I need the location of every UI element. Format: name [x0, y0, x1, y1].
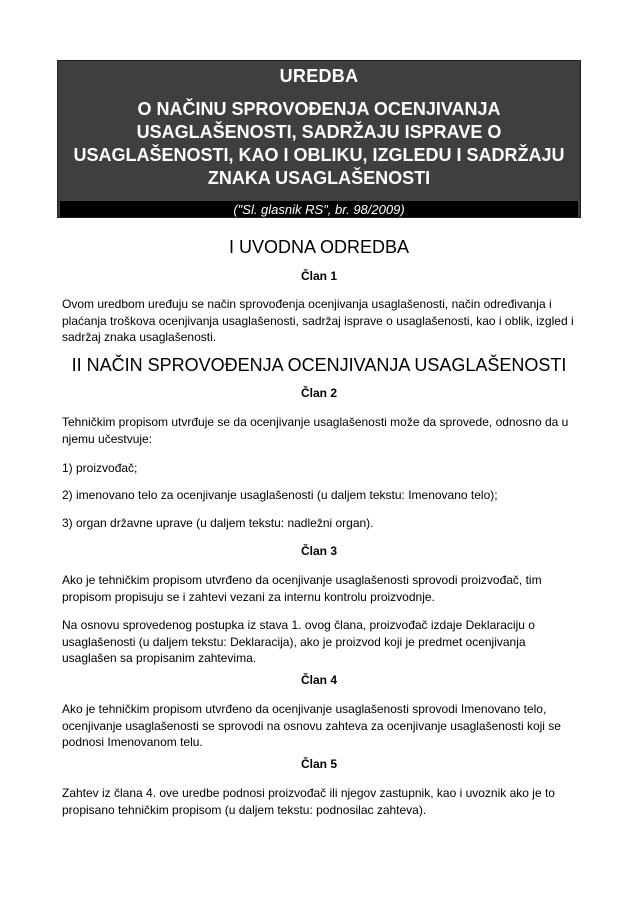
article-paragraph: Ovom uredbom uređuju se način sprovođenja ocenjivanja usaglašenosti, način određivanja i plaćanja troškova ocenjivanja usaglašenosti, sadržaj isprave o usaglašenosti, kao i oblik, izgled i sadržaj znaka usaglašenosti.: [62, 297, 574, 344]
article-paragraph: Zahtev iz člana 4. ove uredbe podnosi proizvođač ili njegov zastupnik, kao i uvoznik ako je to propisano tehničkim propisom (u daljem tekstu: podnosilac zahteva).: [62, 786, 555, 817]
article-title: Član 3: [300, 544, 337, 558]
article-paragraph: Tehničkim propisom utvrđuje se da ocenjivanje usaglašenosti može da sprovede, odnosno da u njemu učestvuje:: [62, 415, 569, 446]
article-paragraph: Ako je tehničkim propisom utvrđeno da ocenjivanje usaglašenosti sprovodi proizvođač, tim propisom propisuju se i zahtevi vezani za internu kontrolu proizvodnje.: [62, 573, 542, 604]
article-title: Član 4: [300, 673, 337, 687]
section-title: II NAČIN SPROVOĐENJA OCENJIVANJA USAGLAŠENOSTI: [71, 355, 567, 375]
article-paragraph: 3) organ državne uprave (u daljem tekstu: nadležni organ).: [62, 516, 374, 530]
section-title: I UVODNA ODREDBA: [228, 237, 410, 257]
article-paragraph: Ako je tehničkim propisom utvrđeno da ocenjivanje usaglašenosti sprovodi Imenovano telo, ocenjivanje usaglašenosti se sprovodi na osnovu zahteva za ocenjivanje usaglašenosti koji se podnosi Imenovanom telu.: [62, 702, 561, 749]
document-subtitle: O NAČINU SPROVOĐENJA OCENJIVANJA USAGLAŠENOSTI, SADRŽAJU ISPRAVE O USAGLAŠENOSTI, KAO I OBLIKU, IZGLEDU I SADRŽAJU ZNAKA USAGLAŠENOSTI: [73, 99, 565, 188]
article-title: Član 1: [300, 269, 337, 283]
article-title: Član 5: [300, 757, 337, 771]
document-title: UREDBA: [279, 66, 359, 86]
article-paragraph: Na osnovu sprovedenog postupka iz stava 1. ovog člana, proizvođač izdaje Deklaraciju o usaglašenosti (u daljem tekstu: Deklaracija), ako je proizvod koji je predmet ocenjivanja usaglašen sa propisanim zahtevima.: [62, 618, 535, 665]
article-paragraph: 2) imenovano telo za ocenjivanje usaglašenosti (u daljem tekstu: Imenovano telo);: [62, 488, 498, 502]
article-title: Član 2: [300, 386, 337, 400]
gazette-reference-bar: [60, 201, 578, 217]
article-paragraph: 1) proizvođač;: [62, 461, 138, 475]
document-header: [57, 60, 581, 218]
gazette-reference: ("Sl. glasnik RS", br. 98/2009): [233, 202, 405, 217]
